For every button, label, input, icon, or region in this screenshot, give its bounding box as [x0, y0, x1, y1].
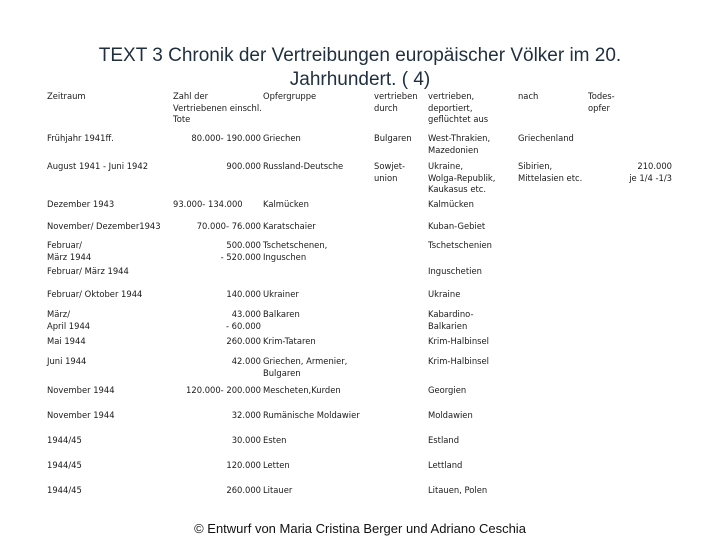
page-title: [40, 44, 680, 92]
row-aus-line: West-Thrakien,: [428, 133, 491, 143]
row-opfergruppe: [263, 435, 286, 447]
row-zahl: [173, 485, 261, 497]
row-zahl-line: 30.000: [231, 435, 261, 445]
row-aus: [428, 309, 473, 332]
row-zahl-line: 93.000- 134.000: [173, 199, 243, 209]
row-zahl-line: 80.000- 190.000: [191, 133, 261, 143]
row-zahl-line: 120.000: [226, 460, 261, 470]
row-zahl-line: - 60.000: [226, 320, 261, 331]
row-aus: [428, 133, 490, 156]
row-zeitraum: [47, 385, 115, 397]
row-opfergruppe-line: Griechen: [263, 133, 301, 143]
row-aus-line: Ukraine,: [428, 161, 464, 171]
row-aus: [428, 356, 489, 368]
copyright-footer: © Entwurf von Maria Cristina Berger und Adriano Ceschia: [194, 521, 526, 536]
header-durch-line: durch: [374, 102, 398, 113]
row-aus: [428, 460, 462, 472]
row-aus: [428, 289, 460, 301]
row-zeitraum-line: November 1944: [47, 410, 115, 420]
header-zahl-line: Tote: [173, 114, 191, 124]
row-aus-line: Kuban-Gebiet: [428, 221, 486, 231]
row-zeitraum-line: Frühjahr 1941ff.: [47, 133, 114, 143]
row-aus: [428, 410, 473, 422]
row-aus-line: Kaukasus etc.: [428, 184, 487, 194]
row-opfergruppe: [263, 336, 316, 348]
header-aus-line: geflüchtet aus: [428, 114, 489, 124]
row-aus: [428, 221, 485, 233]
row-zahl-line: 42.000: [231, 356, 261, 366]
header-aus-line: deportiert,: [428, 102, 473, 113]
row-opfergruppe: [263, 410, 360, 422]
row-zeitraum: [47, 240, 91, 263]
row-opfergruppe: [263, 309, 300, 321]
header-todesopfer-line: opfer: [588, 102, 610, 113]
row-zeitraum: [47, 485, 82, 497]
row-zahl-line: - 520.000: [220, 251, 261, 262]
header-durch-line: vertrieben: [374, 91, 418, 101]
row-opfergruppe: [263, 485, 292, 497]
row-zeitraum-line: März/: [47, 309, 71, 319]
row-aus-line: Moldawien: [428, 410, 473, 420]
row-zahl: [173, 199, 243, 211]
row-durch-line: Bulgaren: [374, 133, 412, 143]
row-opfergruppe-line: Kalmücken: [263, 199, 309, 209]
row-nach-line: Mittelasien etc.: [518, 172, 583, 183]
row-nach: [518, 161, 582, 184]
row-aus: [428, 240, 492, 252]
header-zahl-line: Vertriebenen einschl.: [173, 102, 262, 113]
row-opfergruppe-line: Rumänische Moldawier: [263, 410, 360, 420]
row-zahl-line: 900.000: [226, 161, 261, 171]
row-aus: [428, 435, 459, 447]
row-zeitraum: [47, 289, 142, 301]
row-durch: [374, 161, 405, 184]
row-aus: [428, 199, 474, 211]
row-aus: [428, 161, 495, 196]
row-aus: [428, 336, 489, 348]
row-zeitraum: [47, 435, 82, 447]
row-zeitraum: [47, 356, 86, 368]
row-zahl: [173, 336, 261, 348]
row-aus: [428, 385, 466, 397]
row-todesopfer-line: 210.000: [637, 161, 672, 171]
row-zeitraum: [47, 410, 115, 422]
row-opfergruppe-line: Litauer: [263, 485, 293, 495]
row-aus-line: Litauen, Polen: [428, 485, 488, 495]
row-zahl-line: 70.000- 76.000: [196, 221, 261, 231]
row-zeitraum-line: November 1944: [47, 385, 115, 395]
row-zeitraum-line: 1944/45: [47, 485, 82, 495]
row-zahl-line: 43.000: [231, 309, 261, 319]
row-opfergruppe-line: Inguschen: [263, 251, 307, 262]
row-todesopfer-line: je 1/4 -1/3: [629, 172, 672, 183]
row-zeitraum-line: 1944/45: [47, 435, 82, 445]
row-aus-line: Mazedonien: [428, 144, 479, 155]
row-aus: [428, 485, 487, 497]
row-zahl-line: 120.000- 200.000: [186, 385, 261, 395]
row-opfergruppe: [263, 289, 299, 301]
row-aus-line: Krim-Halbinsel: [428, 336, 489, 346]
row-aus-line: Ukraine: [428, 289, 461, 299]
header-opfergruppe: Opfergruppe: [263, 91, 317, 101]
row-zahl: [173, 221, 261, 233]
row-zahl-line: 500.000: [226, 240, 261, 250]
row-opfergruppe: [263, 221, 316, 233]
row-opfergruppe: [263, 460, 290, 472]
row-zeitraum: [47, 199, 114, 211]
row-zahl-line: 260.000: [226, 336, 261, 346]
row-zeitraum-line: Februar/ Oktober 1944: [47, 289, 143, 299]
row-opfergruppe: [263, 385, 341, 397]
row-opfergruppe-line: Ukrainer: [263, 289, 299, 299]
row-zahl: [173, 133, 261, 145]
row-aus: [428, 266, 482, 278]
row-aus-line: Estland: [428, 435, 460, 445]
row-aus-line: Wolga-Republik,: [428, 172, 496, 183]
title-line-1: TEXT 3 Chronik der Vertreibungen europäischer Völker im 20.: [98, 45, 622, 66]
title-line-2: Jahrhundert. ( 4): [289, 69, 431, 90]
row-zeitraum-line: Februar/: [47, 240, 82, 250]
header-zeitraum: Zeitraum: [47, 91, 86, 101]
row-zeitraum: [47, 336, 86, 348]
row-zeitraum: [47, 133, 114, 145]
row-opfergruppe: [263, 240, 327, 263]
row-zahl: [173, 410, 261, 422]
row-zahl: [173, 161, 261, 173]
row-aus-line: Kalmücken: [428, 199, 474, 209]
row-opfergruppe-line: Russland-Deutsche: [263, 161, 344, 171]
header-zahl-line: Zahl der: [173, 91, 209, 101]
row-zahl: [173, 289, 261, 301]
row-opfergruppe-line: Krim-Tataren: [263, 336, 316, 346]
row-aus-line: Georgien: [428, 385, 467, 395]
row-zeitraum-line: März 1944: [47, 251, 92, 262]
row-aus-line: Balkarien: [428, 320, 468, 331]
row-zeitraum-line: Mai 1944: [47, 336, 86, 346]
row-zahl: [173, 460, 261, 472]
row-opfergruppe-line: Mescheten,Kurden: [263, 385, 341, 395]
header-aus: [428, 91, 488, 126]
row-todesopfer: [596, 161, 672, 184]
row-zeitraum-line: Dezember 1943: [47, 199, 115, 209]
header-zahl: [173, 91, 262, 126]
row-zahl-line: 140.000: [226, 289, 261, 299]
row-zahl: [173, 385, 261, 397]
row-aus-line: Lettland: [428, 460, 463, 470]
row-aus-line: Kabardino-: [428, 309, 474, 319]
header-durch: [374, 91, 418, 114]
row-zeitraum-line: Juni 1944: [47, 356, 87, 366]
row-opfergruppe-line: Balkaren: [263, 309, 300, 319]
row-opfergruppe-line: Griechen, Armenier,: [263, 356, 348, 366]
row-zahl: [173, 356, 261, 368]
row-zeitraum: [47, 221, 161, 233]
row-nach: [518, 133, 574, 145]
row-opfergruppe: [263, 199, 309, 211]
row-zeitraum-line: Februar/ März 1944: [47, 266, 129, 276]
header-aus-line: vertrieben,: [428, 91, 475, 101]
header-todesopfer: [588, 91, 615, 114]
row-aus-line: Inguschetien: [428, 266, 482, 276]
row-opfergruppe-line: Letten: [263, 460, 290, 470]
row-durch-line: Sowjet-: [374, 161, 406, 171]
row-opfergruppe-line: Tschetschenen,: [263, 240, 328, 250]
row-aus-line: Krim-Halbinsel: [428, 356, 489, 366]
row-zeitraum: [47, 309, 90, 332]
row-nach-line: Sibirien,: [518, 161, 553, 171]
row-aus-line: Tschetschenien: [428, 240, 492, 250]
row-opfergruppe-line: Bulgaren: [263, 367, 301, 378]
row-zahl-line: 260.000: [226, 485, 261, 495]
row-zahl-line: 32.000: [231, 410, 261, 420]
row-durch: [374, 133, 412, 145]
row-zeitraum-line: November/ Dezember1943: [47, 221, 161, 231]
row-opfergruppe: [263, 356, 347, 379]
row-durch-line: union: [374, 172, 398, 183]
row-zahl: [173, 240, 261, 263]
row-opfergruppe: [263, 133, 301, 145]
row-zeitraum: [47, 460, 82, 472]
row-zeitraum-line: August 1941 - Juni 1942: [47, 161, 149, 171]
row-zahl: [173, 435, 261, 447]
row-opfergruppe-line: Karatschaier: [263, 221, 316, 231]
header-nach: nach: [518, 91, 539, 101]
row-zeitraum: [47, 266, 129, 278]
row-opfergruppe: [263, 161, 343, 173]
row-zeitraum-line: April 1944: [47, 320, 91, 331]
row-zeitraum: [47, 161, 148, 173]
row-zahl: [173, 309, 261, 332]
row-nach-line: Griechenland: [518, 133, 574, 143]
row-zeitraum-line: 1944/45: [47, 460, 82, 470]
header-todesopfer-line: Todes-: [588, 91, 615, 101]
row-opfergruppe-line: Esten: [263, 435, 287, 445]
